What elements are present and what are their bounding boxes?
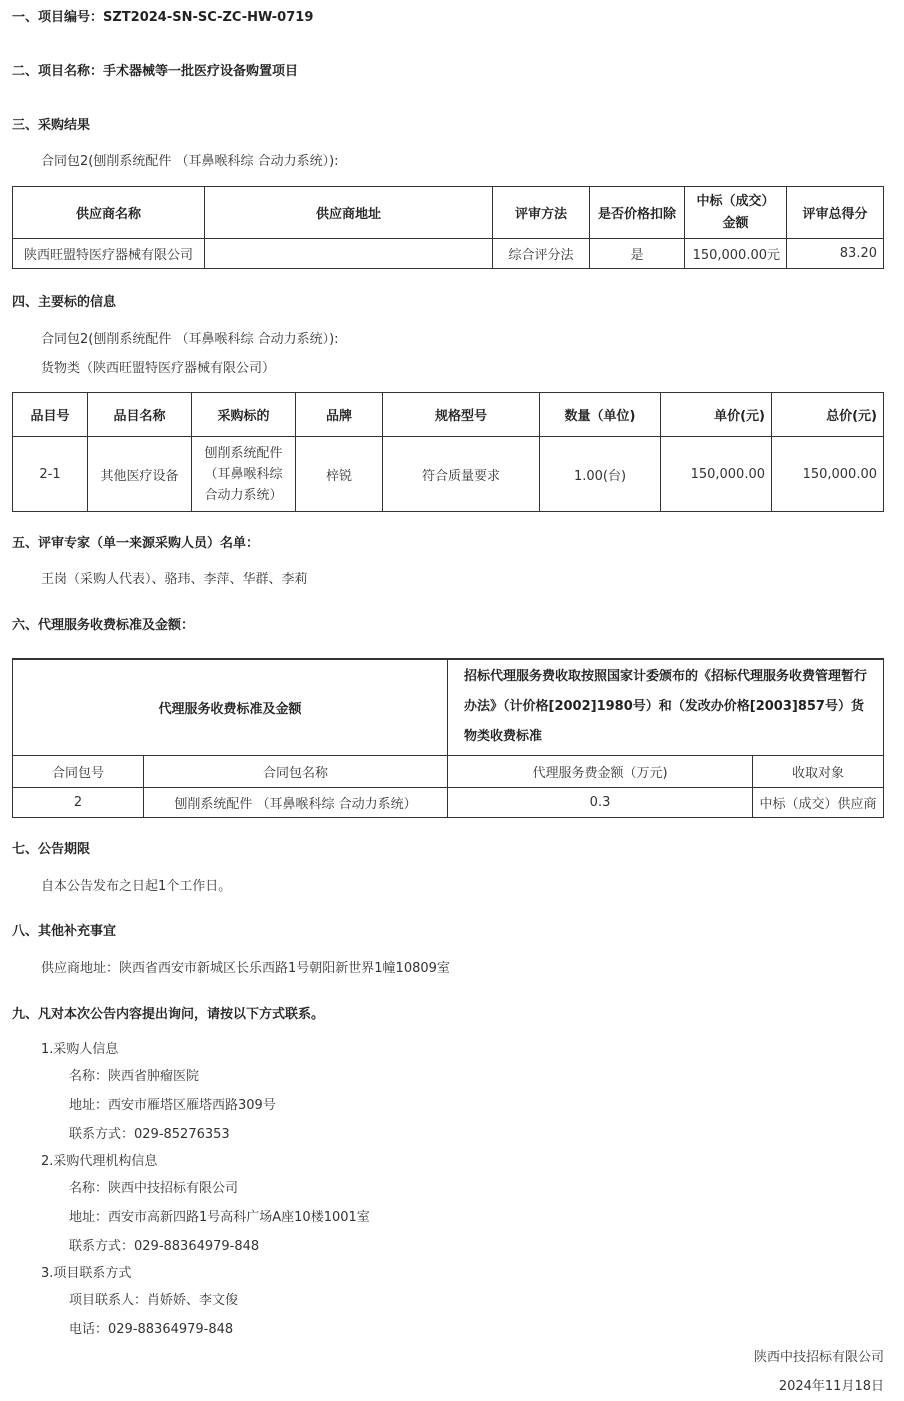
result-cell-supplier-name: 陕西旺盟特医疗器械有限公司: [13, 239, 205, 269]
item-cell-spec: 符合质量要求: [383, 437, 540, 512]
fee-table-header-row: [13, 755, 884, 787]
item-header-quantity: 数量（单位): [540, 393, 661, 437]
item-header-target: 采购标的: [192, 393, 296, 437]
section-9-title: 九、凡对本次公告内容提出询问，请按以下方式联系。: [12, 1007, 325, 1022]
section-4-category-line: 货物类（陕西旺盟特医疗器械有限公司）: [41, 361, 276, 376]
item-header-name: 品目名称: [88, 393, 192, 437]
purchaser-name: 名称：陕西省肿瘤医院: [69, 1069, 200, 1084]
result-cell-supplier-address: [205, 239, 493, 269]
section-3-title: 三、采购结果: [12, 118, 91, 133]
project-number-value: SZT2024-SN-SC-ZC-HW-0719: [103, 10, 314, 25]
fee-cell-package-name: 刨削系统配件 （耳鼻喉科综 合动力系统）: [144, 787, 448, 817]
item-header-unit-price: 单价(元): [661, 393, 772, 437]
item-header-total-price: 总价(元): [772, 393, 884, 437]
fee-header-payer: 收取对象: [753, 755, 884, 787]
result-cell-total-score: 83.20: [787, 239, 884, 269]
result-cell-price-deduction: 是: [590, 239, 685, 269]
project-name: [12, 63, 298, 81]
item-header-number: 品目号: [13, 393, 88, 437]
agency-name: 名称：陕西中技招标有限公司: [69, 1181, 239, 1196]
result-header-supplier-name: 供应商名称: [13, 187, 205, 239]
item-cell-target: 刨削系统配件（耳鼻喉科综合动力系统）: [192, 437, 296, 512]
item-cell-number: 2-1: [13, 437, 88, 512]
result-header-review-method: 评审方法: [493, 187, 590, 239]
item-cell-quantity: 1.00(台): [540, 437, 661, 512]
item-header-spec: 规格型号: [383, 393, 540, 437]
project-name-label: 二、项目名称：: [12, 64, 104, 79]
agency-contact: 联系方式：029-88364979-848: [69, 1239, 260, 1254]
purchaser-address: 地址：西安市雁塔区雁塔西路309号: [69, 1098, 276, 1113]
project-number-label: 一、项目编号：: [12, 10, 104, 25]
item-header-brand: 品牌: [296, 393, 383, 437]
item-cell-total-price: 150,000.00: [772, 437, 884, 512]
project-contact-phone: 电话：029-88364979-848: [69, 1322, 234, 1337]
section-3-package-line: 合同包2(刨削系统配件 （耳鼻喉科综 合动力系统）):: [41, 154, 339, 169]
footer-date: 2024年11月18日: [778, 1379, 884, 1394]
fee-header-package-name: 合同包名称: [144, 755, 448, 787]
result-table: [12, 186, 884, 269]
item-table-header-row: [13, 393, 884, 437]
section-4-package-line: 合同包2(刨削系统配件 （耳鼻喉科综 合动力系统）):: [41, 332, 339, 347]
fee-cell-payer: 中标（成交）供应商: [753, 787, 884, 817]
item-cell-brand: 梓锐: [296, 437, 383, 512]
section-6-title: 六、代理服务收费标准及金额：: [12, 618, 195, 633]
result-cell-review-method: 综合评分法: [493, 239, 590, 269]
purchaser-heading: 1.采购人信息: [41, 1042, 119, 1057]
result-header-supplier-address: 供应商地址: [205, 187, 493, 239]
table-row: [13, 239, 884, 269]
result-header-price-deduction: 是否价格扣除: [590, 187, 685, 239]
table-row: [13, 437, 884, 512]
section-8-content: 供应商地址：陕西省西安市新城区长乐西路1号朝阳新世界1幢10809室: [41, 961, 450, 976]
section-7-title: 七、公告期限: [12, 842, 91, 857]
result-header-award-amount: 中标（成交）金额: [685, 187, 787, 239]
fee-cell-package-no: 2: [13, 787, 144, 817]
result-table-header-row: [13, 187, 884, 239]
item-table: [12, 392, 884, 512]
fee-table-standard-row: [13, 659, 884, 755]
agency-heading: 2.采购代理机构信息: [41, 1154, 158, 1169]
footer-company: 陕西中技招标有限公司: [753, 1350, 884, 1365]
project-contact-heading: 3.项目联系方式: [41, 1266, 132, 1281]
fee-header-package-no: 合同包号: [13, 755, 144, 787]
result-header-total-score: 评审总得分: [787, 187, 884, 239]
fee-standard-label: 代理服务收费标准及金额: [13, 659, 448, 755]
item-cell-name: 其他医疗设备: [88, 437, 192, 512]
section-8-title: 八、其他补充事宜: [12, 924, 117, 939]
fee-table: [12, 658, 884, 818]
fee-cell-fee-amount: 0.3: [448, 787, 753, 817]
table-row: [13, 787, 884, 817]
section-5-title: 五、评审专家（单一来源采购人员）名单：: [12, 536, 260, 551]
fee-header-fee-amount: 代理服务费金额（万元): [448, 755, 753, 787]
result-cell-award-amount: 150,000.00元: [685, 239, 787, 269]
project-name-value: 手术器械等一批医疗设备购置项目: [103, 64, 299, 79]
section-7-content: 自本公告发布之日起1个工作日。: [41, 879, 232, 894]
project-number: [12, 9, 313, 27]
purchaser-contact: 联系方式：029-85276353: [69, 1127, 230, 1142]
project-contact-person: 项目联系人：肖娇娇、李文俊: [69, 1293, 239, 1308]
section-4-title: 四、主要标的信息: [12, 295, 117, 310]
section-5-content: 王岗（采购人代表）、骆玮、李萍、华群、李莉: [41, 572, 308, 587]
fee-standard-text: 招标代理服务费收取按照国家计委颁布的《招标代理服务收费管理暂行办法》（计价格[2002]1980号）和（发改办价格[2003]857号）货物类收费标准: [448, 659, 884, 755]
agency-address: 地址：西安市高新四路1号高科广场A座10楼1001室: [69, 1210, 370, 1225]
item-cell-unit-price: 150,000.00: [661, 437, 772, 512]
